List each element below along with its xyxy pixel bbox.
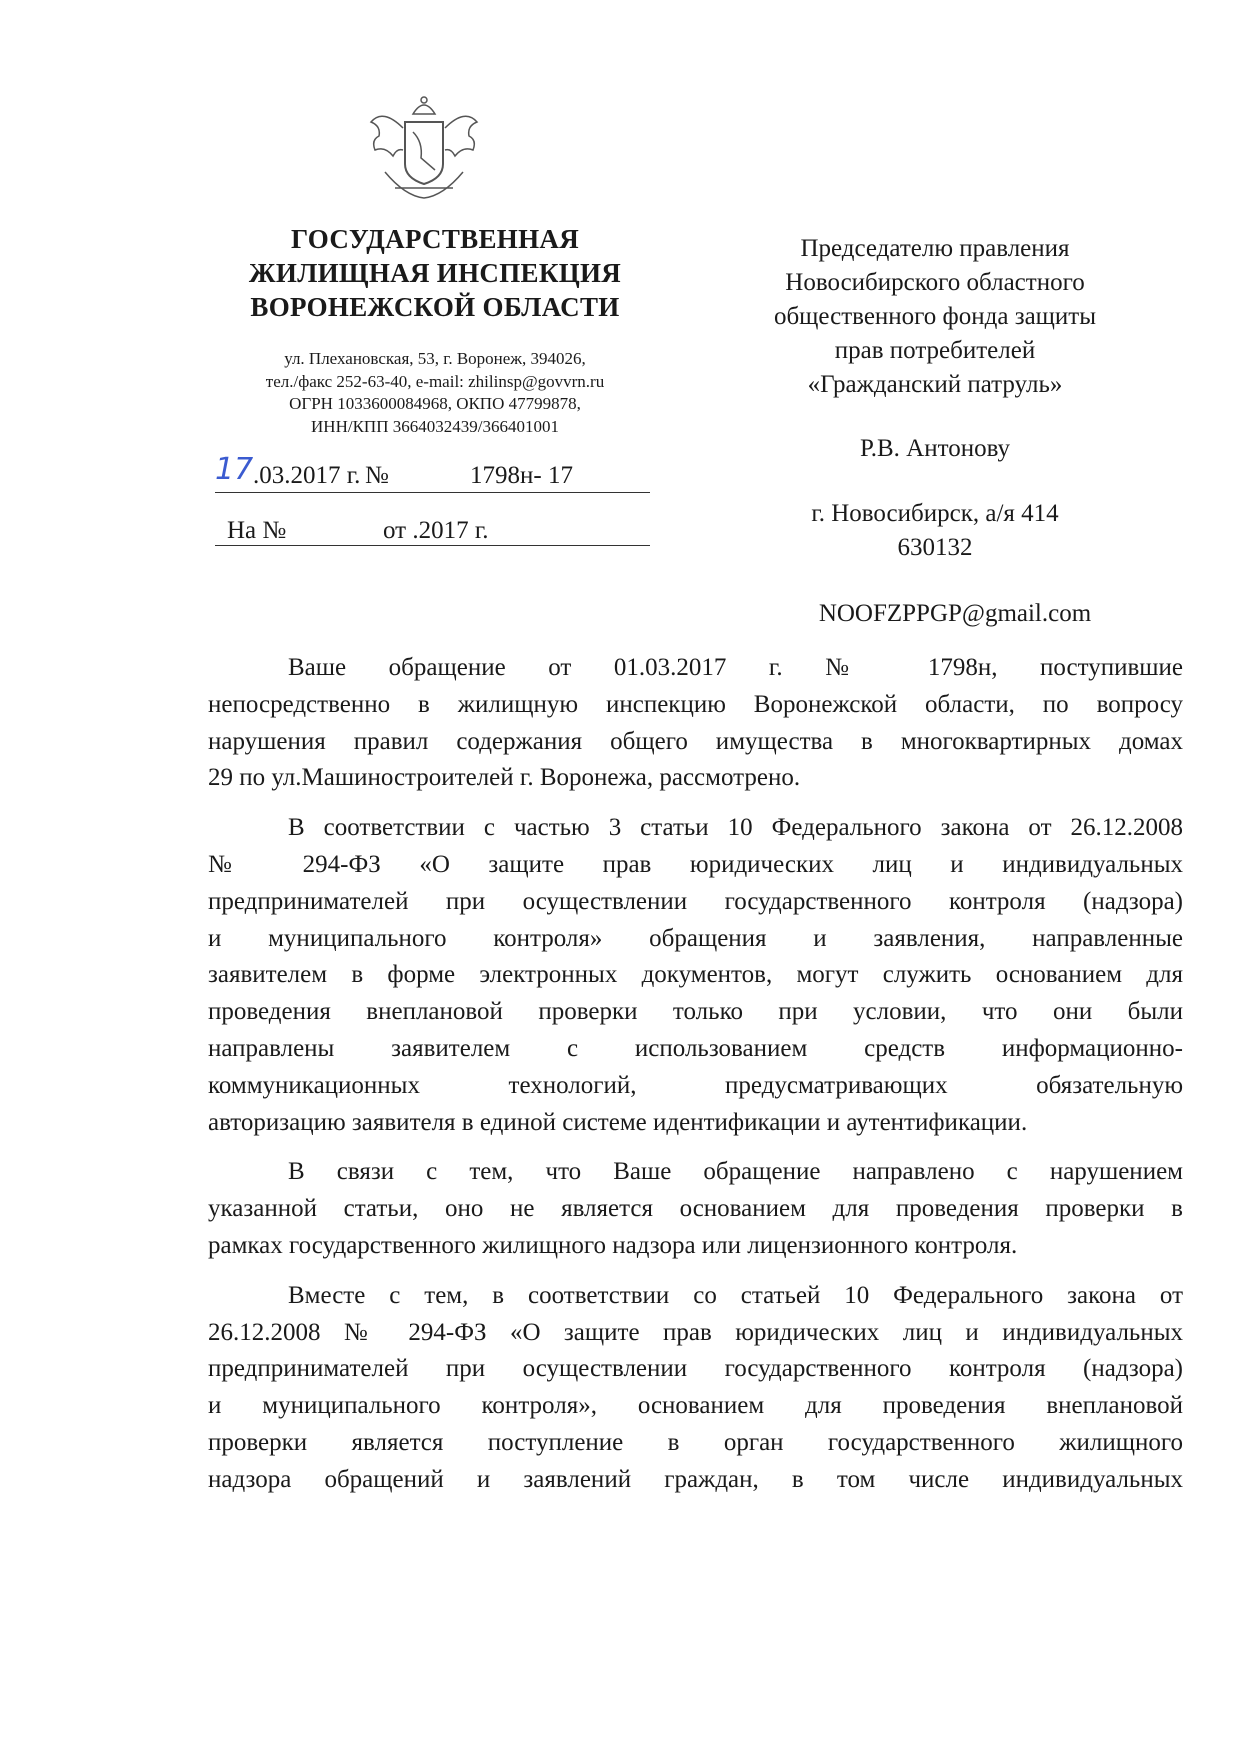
- paragraph: [208, 1154, 1183, 1264]
- paragraph: [208, 810, 1183, 1141]
- text-line: Ваше обращение от 01.03.2017 г. № 1798н, поступившие: [288, 654, 1183, 681]
- org-line: ЖИЛИЩНАЯ ИНСПЕКЦИЯ: [248, 258, 622, 288]
- text-line: 29 по ул.Машиностроителей г. Воронежа, рассмотрено.: [208, 764, 801, 792]
- recipient-name: Р.В. Антонову: [859, 435, 1011, 462]
- address-line: ул. Плехановская, 53, г. Воронеж, 394026,: [284, 349, 586, 368]
- text-line: авторизацию заявителя в единой системе идентификации и аутентификации.: [208, 1108, 1028, 1136]
- text-line: 26.12.2008 № 294-ФЗ «О защите прав юридических лиц и индивидуальных: [208, 1318, 1183, 1346]
- handwritten-day: 17: [215, 452, 254, 487]
- text-line: заявителем в форме электронных документов, могут служить основанием для: [208, 961, 1183, 989]
- outgoing-number: 1798н- 17: [470, 462, 573, 489]
- recipient-address-line: 630132: [897, 534, 973, 561]
- number-label: №: [365, 462, 389, 489]
- org-line: ВОРОНЕЖСКОЙ ОБЛАСТИ: [250, 292, 620, 322]
- org-line: ГОСУДАРСТВЕННАЯ: [291, 224, 579, 254]
- text-line: и муниципального контроля», основанием для проведения внеплановой: [208, 1392, 1183, 1420]
- outgoing-date: .03.2017 г.: [253, 462, 361, 489]
- recipient-line: прав потребителей: [834, 337, 1036, 364]
- text-line: нарушения правил содержания общего имущества в многоквартирных домах: [208, 727, 1183, 755]
- text-line: № 294-ФЗ «О защите прав юридических лиц и индивидуальных: [208, 850, 1183, 878]
- text-line: указанной статьи, оно не является основанием для проведения проверки в: [208, 1195, 1183, 1223]
- recipient-line: Новосибирского областного: [785, 269, 1085, 296]
- text-line: В связи с тем, что Ваше обращение направлено с нарушением: [288, 1158, 1183, 1186]
- text-line: непосредственно в жилищную инспекцию Воронежской области, по вопросу: [208, 690, 1183, 718]
- address-line: тел./факс 252-63-40, e-mail: zhilinsp@govvrn.ru: [265, 371, 605, 391]
- recipient-email: NOOFZPPGP@gmail.com: [818, 600, 1092, 627]
- reply-reference: [215, 515, 650, 546]
- text-line: предпринимателей при осуществлении государственного контроля (надзора): [208, 887, 1183, 915]
- text-line: Вместе с тем, в соответствии со статьей 10 Федерального закона от: [288, 1281, 1183, 1309]
- text-line: и муниципального контроля» обращения и заявления, направленные: [208, 924, 1183, 952]
- paragraph: [208, 650, 1183, 797]
- organization-address: [215, 348, 655, 438]
- recipient-line: Председателю правления: [800, 235, 1070, 262]
- recipient-line: «Гражданский патруль»: [807, 371, 1063, 398]
- text-line: направлены заявителем с использованием средств информационно-: [208, 1034, 1183, 1062]
- outgoing-date-number: [215, 452, 650, 493]
- text-line: проверки является поступление в орган государственного жилищного: [208, 1428, 1183, 1456]
- recipient-address: [725, 497, 1145, 565]
- recipient-line: общественного фонда защиты: [773, 303, 1097, 330]
- text-line: проведения внеплановой проверки только при условии, что они были: [208, 998, 1183, 1026]
- organization-name: [205, 222, 665, 324]
- recipient-address-line: г. Новосибирск, а/я 414: [811, 500, 1059, 527]
- text-line: рамках государственного жилищного надзора или лицензионного контроля.: [208, 1231, 1018, 1259]
- text-line: надзора обращений и заявлений граждан, в том числе индивидуальных: [208, 1465, 1183, 1493]
- paragraph: [208, 1278, 1183, 1499]
- text-line: предпринимателей при осуществлении государственного контроля (надзора): [208, 1355, 1183, 1383]
- letter-body: [208, 650, 1183, 1512]
- recipient-title: [725, 232, 1145, 402]
- address-line: ИНН/КПП 3664032439/366401001: [311, 416, 559, 436]
- reply-label: На №: [227, 517, 287, 544]
- text-line: коммуникационных технологий, предусматривающих обязательную: [208, 1071, 1183, 1099]
- reply-date: от .2017 г.: [383, 517, 489, 544]
- text-line: В соответствии с частью 3 статьи 10 Федерального закона от 26.12.2008: [288, 814, 1183, 842]
- address-line: ОГРН 1033600084968, ОКПО 47799878,: [289, 394, 581, 413]
- coat-of-arms-emblem: [365, 92, 483, 204]
